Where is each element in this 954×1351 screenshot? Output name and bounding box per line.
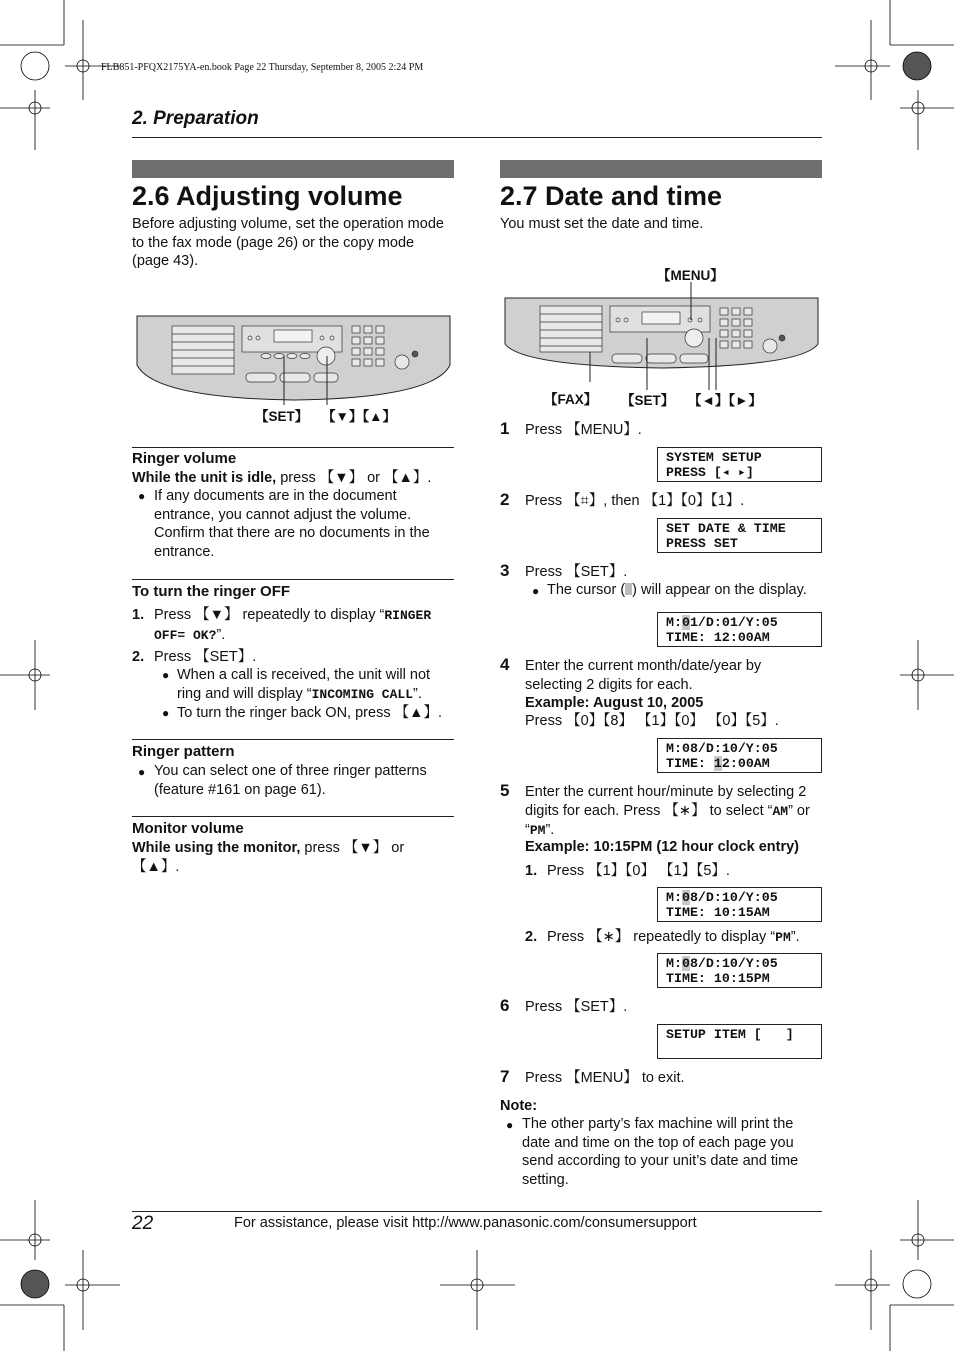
monitor-volume-heading: Monitor volume — [132, 820, 244, 837]
monitor-volume-instruction: While using the monitor, press 【▼】 or 【▲】. — [132, 840, 405, 875]
lcd-display: M:08/D:10/Y:05 TIME: 10:15PM — [657, 953, 822, 988]
step4-example: Example: August 10, 2005 — [525, 695, 704, 711]
note-text: The other party’s fax machine will print the date and time on the top of each page you send according to your unit’s date and time setting. — [522, 1116, 799, 1188]
page-title-left: 2.6 Adjusting volume — [132, 181, 403, 211]
ringer-off-heading: To turn the ringer OFF — [132, 583, 291, 600]
registration-circle-icon — [21, 52, 49, 80]
step5-sub1: Press 【1】【0】 【1】【5】. — [547, 863, 730, 879]
fig-label-menu: 【MENU】 — [657, 268, 724, 283]
ringer-volume-heading: Ringer volume — [132, 450, 237, 467]
page-number: 22 — [132, 1213, 154, 1234]
fax-machine-illustration — [502, 282, 822, 392]
print-header: FLB851-PFQX2175YA-en.book Page 22 Thursday, September 8, 2005 2:24 PM — [101, 62, 424, 73]
ringer-volume-instruction: While the unit is idle, press 【▼】 or 【▲】. — [132, 470, 432, 486]
lcd-display: M:08/D:10/Y:05 TIME: 10:15AM — [657, 887, 822, 922]
bullet-icon: ● — [532, 584, 540, 598]
step4-press: Press 【0】【8】 【1】【0】 【0】【5】. — [525, 713, 779, 729]
ringer-off-note1: When a call is received, the unit will not ring and will display “INCOMING CALL”. — [177, 667, 431, 702]
fig-label-left-right: 【◄】【►】 — [688, 393, 762, 408]
divider — [132, 739, 454, 740]
bullet-icon: ● — [138, 765, 146, 779]
fax-machine-illustration — [134, 310, 454, 420]
step5-sub2: Press 【∗】 repeatedly to display “PM”. — [547, 929, 800, 945]
title-bar — [132, 160, 454, 178]
step7-text: Press 【MENU】 to exit. — [525, 1070, 685, 1086]
bullet-icon: ● — [138, 489, 146, 503]
title-bar — [500, 160, 822, 178]
lcd-display: SYSTEM SETUP PRESS [◂ ▸] — [657, 447, 822, 482]
right-intro: You must set the date and time. — [500, 216, 704, 232]
section-label: 2. Preparation — [132, 108, 259, 129]
divider — [132, 447, 454, 448]
lcd-display: SET DATE & TIME PRESS SET — [657, 518, 822, 553]
step-number: 2. — [525, 929, 538, 945]
ringer-pattern-note: You can select one of three ringer patterns (feature #161 on page 61). — [154, 763, 427, 798]
divider — [132, 816, 454, 817]
divider — [132, 579, 454, 580]
step-number: 6 — [500, 996, 510, 1015]
step-number: 1. — [525, 863, 538, 879]
step-number: 5 — [500, 781, 510, 800]
bullet-icon: ● — [162, 706, 170, 720]
lcd-display: SETUP ITEM [ ] — [657, 1024, 822, 1059]
left-intro: Before adjusting volume, set the operation mode to the fax mode (page 26) or the copy mode (page 43). — [132, 216, 444, 270]
fig-label-fax: 【FAX】 — [544, 392, 598, 407]
ringer-pattern-heading: Ringer pattern — [132, 743, 235, 760]
ringer-off-step1: Press 【▼】 repeatedly to display “RINGER OFF= OK?”. — [154, 607, 432, 643]
lcd-display: M:08/D:10/Y:05 TIME: 12:00AM — [657, 738, 822, 773]
ringer-off-note2: To turn the ringer back ON, press 【▲】. — [177, 705, 442, 721]
step-number: 3 — [500, 561, 510, 580]
step5-text: Enter the current hour/minute by selecting 2 digits for each. Press 【∗】 to select “AM” or “PM”. — [525, 784, 810, 839]
step-number: 4 — [500, 655, 510, 674]
lcd-display: M:01/D:01/Y:05 TIME: 12:00AM — [657, 612, 822, 647]
fig-label-set: 【SET】 — [621, 393, 675, 408]
step-number: 7 — [500, 1067, 510, 1086]
step5-example: Example: 10:15PM (12 hour clock entry) — [525, 839, 799, 855]
step-number: 2. — [132, 649, 145, 665]
step1-text: Press 【MENU】. — [525, 422, 642, 438]
step-number: 1. — [132, 607, 145, 623]
step-number: 2 — [500, 490, 510, 509]
step3-text: Press 【SET】. — [525, 564, 628, 580]
ringer-off-step2: Press 【SET】. — [154, 649, 257, 665]
bullet-icon: ● — [506, 1118, 514, 1132]
fig-label-up-down: 【▼】【▲】 — [322, 409, 396, 424]
step3-note: The cursor ( ) will appear on the display. — [547, 582, 807, 598]
ringer-volume-note: If any documents are in the document entrance, you cannot adjust the volume. Confirm that there are no documents in the entrance. — [154, 488, 430, 560]
page-title-right: 2.7 Date and time — [500, 181, 723, 211]
header-rule — [132, 137, 822, 138]
footer-text: For assistance, please visit http://www.panasonic.com/consumersupport — [234, 1215, 697, 1231]
bullet-icon: ● — [162, 668, 170, 682]
note-heading: Note: — [500, 1098, 538, 1114]
step4-text: Enter the current month/date/year by selecting 2 digits for each. — [525, 658, 762, 693]
fig-label-set: 【SET】 — [255, 409, 309, 424]
step-number: 1 — [500, 419, 510, 438]
step6-text: Press 【SET】. — [525, 999, 628, 1015]
step2-text: Press 【⌗】, then 【1】【0】【1】. — [525, 493, 745, 509]
footer-rule — [132, 1211, 822, 1212]
